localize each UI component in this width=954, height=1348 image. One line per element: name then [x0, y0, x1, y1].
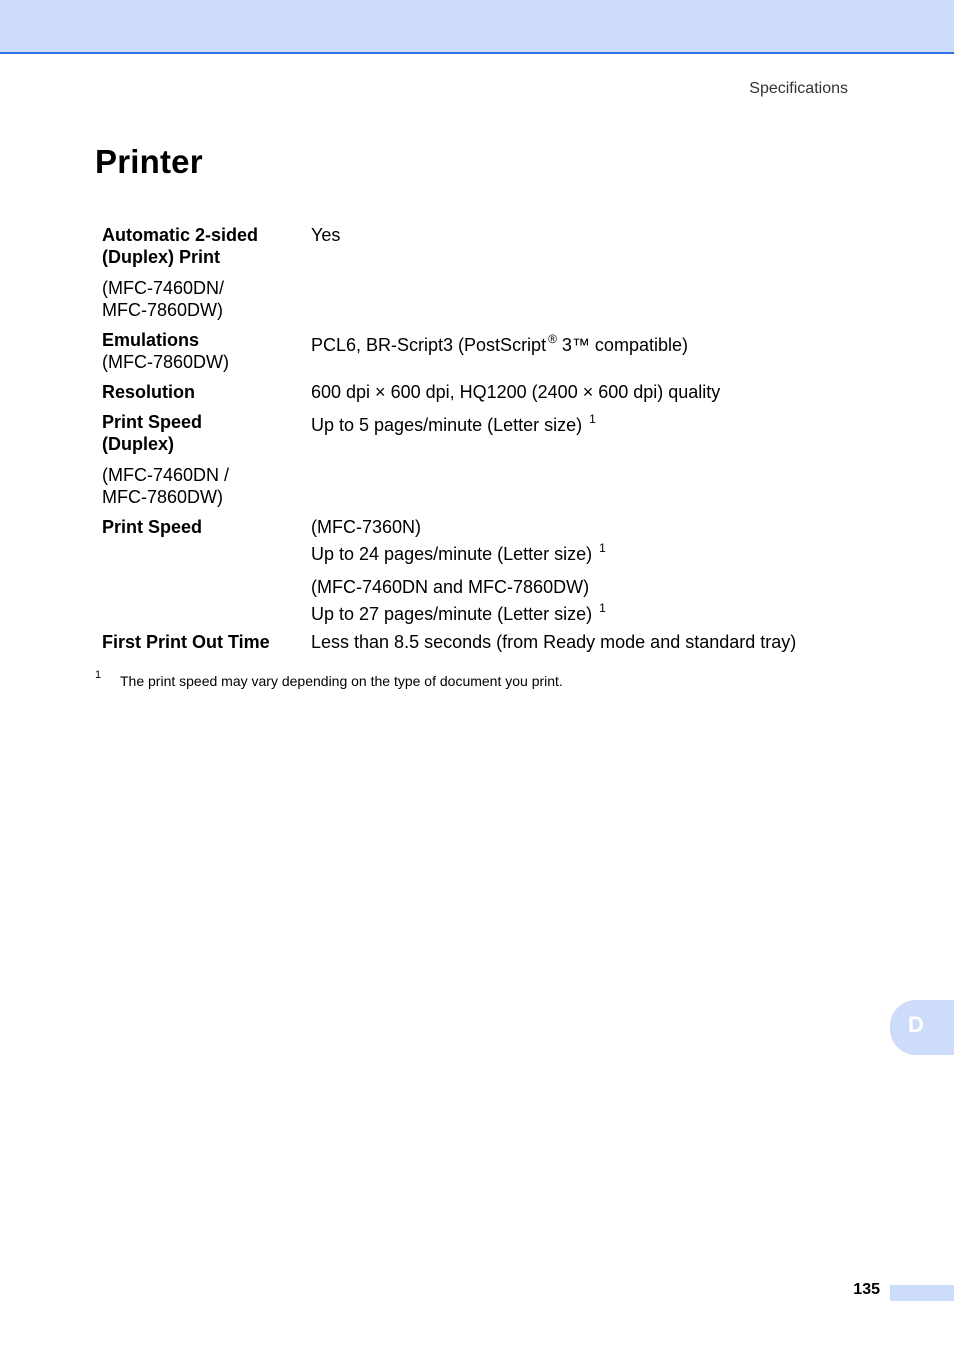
label-bold: (Duplex) — [102, 434, 174, 454]
footnote-mark: 1 — [95, 669, 102, 681]
page-number: 135 — [853, 1281, 880, 1298]
label-bold: Print Speed — [102, 412, 203, 432]
footnote-text: The print speed may vary depending on the type of document you print. — [120, 673, 563, 689]
running-header: Specifications — [749, 80, 848, 97]
spec-label — [102, 516, 302, 538]
label-bold: Automatic 2-sided — [102, 225, 259, 245]
spec-value — [311, 516, 871, 627]
label-bold: (Duplex) Print — [102, 247, 221, 267]
model-name: (MFC-7460DN and MFC-7860DW) — [311, 577, 590, 597]
spec-value: Less than 8.5 seconds (from Ready mode and standard tray) — [311, 632, 797, 652]
value-text: Up to 24 pages/minute (Letter size) — [311, 544, 593, 564]
page-title: Printer — [95, 143, 203, 180]
footnote-ref: 1 — [589, 412, 596, 426]
label-bold: Resolution — [102, 382, 195, 402]
label-model: (MFC-7860DW) — [102, 352, 230, 372]
chapter-tab — [890, 1000, 954, 1055]
label-model: (MFC-7460DN/ — [102, 278, 225, 298]
chapter-tab-letter: D — [908, 1012, 924, 1037]
spec-label — [102, 329, 302, 373]
header-band — [0, 0, 954, 54]
spec-label — [102, 631, 312, 653]
spec-label — [102, 411, 302, 508]
spec-label — [102, 224, 302, 321]
label-model: MFC-7860DW) — [102, 487, 224, 507]
value-text: Up to 5 pages/minute (Letter size) — [311, 415, 583, 435]
value-text: 3™ compatible) — [556, 335, 688, 355]
spec-value: Yes — [311, 225, 341, 245]
value-text: PCL6, BR-Script3 (PostScript — [311, 335, 547, 355]
spec-value: 600 dpi × 600 dpi, HQ1200 (2400 × 600 dpi) quality — [311, 382, 721, 402]
footnote-ref: 1 — [599, 601, 606, 615]
label-bold: Print Speed — [102, 517, 203, 537]
label-bold: Emulations — [102, 330, 200, 350]
registered-mark: ® — [548, 332, 557, 346]
model-name: (MFC-7360N) — [311, 517, 422, 537]
footnote-ref: 1 — [599, 541, 606, 555]
footer-bar — [890, 1285, 954, 1301]
value-text: Up to 27 pages/minute (Letter size) — [311, 604, 593, 624]
label-model: (MFC-7460DN / — [102, 465, 230, 485]
label-bold: First Print Out Time — [102, 632, 270, 652]
label-model: MFC-7860DW) — [102, 300, 224, 320]
spec-value — [311, 334, 871, 358]
spec-value — [311, 414, 871, 438]
spec-label — [102, 381, 302, 403]
